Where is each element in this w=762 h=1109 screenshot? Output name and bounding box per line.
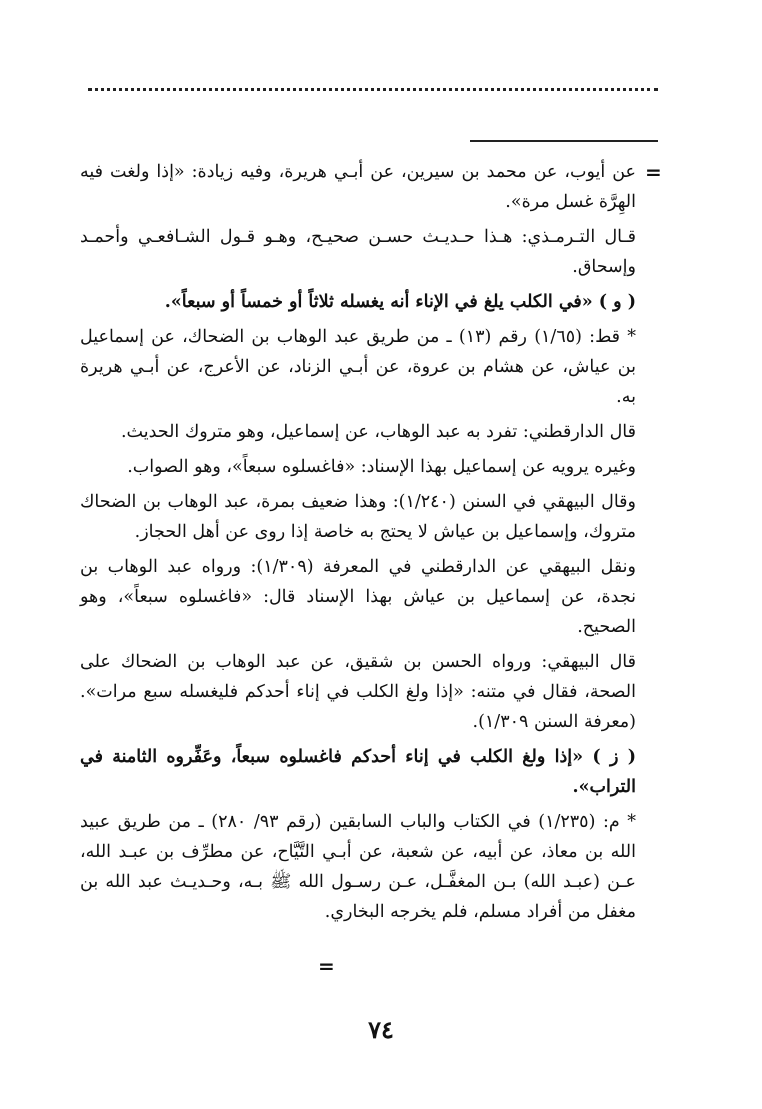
continuation-marker-top: = [645,160,662,184]
paragraph-bayhaqi-hasan: قال البيهقي: ورواه الحسن بن شقيق، عن عبد الوهاب بن الضحاك على الصحة، فقال في متنه: «إذا ولغ الكلب في إناء أحدكم فليغسله سبع مرات». (معرفة السنن ١/٣٠٩). [80,652,636,732]
paragraph-tirmidhi-comment: قـال التـرمـذي: هـذا حـديـث حسـن صحيـح، وهـو قـول الشـافعـي وأحمـد وإسحاق. [80,227,636,277]
paragraph-bayhaqi-sunan: وقال البيهقي في السنن (١/٢٤٠): وهذا ضعيف بمرة، عبد الوهاب بن الضحاك متروك، وإسماعيل بن عياش لا يحتج به خاصة إذا روى عن أهل الحجاز. [80,492,637,542]
paragraph-ayyub-narration: عن أيوب، عن محمد بن سيرين، عن أبـي هريرة، وفيه زيادة: «إذا ولغت فيه الهِرَّة غسل مرة». [80,162,636,212]
footnote-text [80,157,636,932]
heading-waw-hadith: ( و ) «في الكلب يلغ في الإناء أنه يغسله ثلاثاً أو خمساً أو سبعاً». [164,292,636,312]
paragraph-muslim-source: * م: (١/٢٣٥) في الكتاب والباب السابقين (رقم ٩٣/ ٢٨٠) ـ من طريق عبيد الله بن معاذ، عن أبيه، عن شعبة، عن أبـي التَّيَّاح، عن مطرِّف بن عبـد الله، عـن (عبـد الله) بـن المغفَّـل، عـن رسـول الله ﷺ بـه، وحـديـث عبد الله بن مغفل من أفراد مسلم، فلم يخرجه البخاري. [80,812,636,922]
paragraph-daraqutni-source: * قط: (١/٦٥) رقم (١٣) ـ من طريق عبد الوهاب بن الضحاك، عن إسماعيل بن عياش، عن هشام بن عروة، عن أبـي الزناد، عن الأعرج، عن أبـي هريرة به. [80,327,636,407]
continuation-marker-bottom: = [318,954,335,978]
paragraph-bayhaqi-marifa: ونقل البيهقي عن الدارقطني في المعرفة (١/٣٠٩): ورواه عبد الوهاب بن نجدة، عن إسماعيل بن عياش بهذا الإسناد قال: «فاغسلوه سبعاً»، وهو الصحيح. [80,557,636,637]
page-number: ٧٤ [368,1015,394,1044]
paragraph-correct-version: وغيره يرويه عن إسماعيل بهذا الإسناد: «فاغسلوه سبعاً»، وهو الصواب. [127,457,636,477]
heading-zay-hadith: ( ز ) «إذا ولغ الكلب في إناء أحدكم فاغسلوه سبعاً، وعَفِّروه الثامنة في التراب». [80,747,636,797]
footnote-separator-rule [470,140,658,142]
header-dotted-rule [88,88,658,91]
paragraph-daraqutni-comment: قال الدارقطني: تفرد به عبد الوهاب، عن إسماعيل، وهو متروك الحديث. [120,422,636,442]
